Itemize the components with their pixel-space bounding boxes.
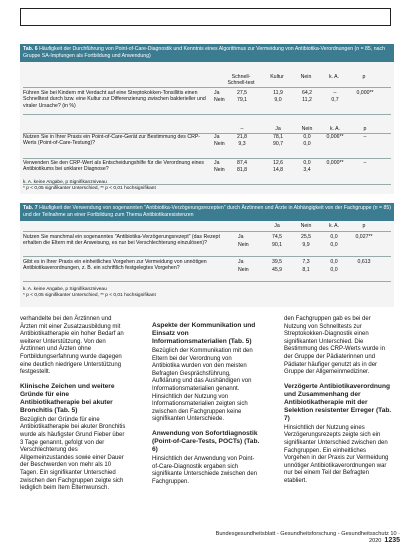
table-6-footnote: * p < 0,05 signifikanter Unterschied, ** p < 0,01 hochsignifikant — [23, 186, 156, 191]
table-7-row-label: Gibt es in Ihrer Praxis ein einheitliches Vorgehen zur Vermeidung von unnötigen Antibiotikaverordnungen, z. B. ein schriftlich festgelegtes Vorgehen? — [23, 259, 207, 272]
table-6-cell: 0,000** — [356, 90, 374, 96]
table-6-row-label: Verwenden Sie den CRP-Wert als Entscheidungshilfe für die Verordnung eines Antibiotikums bei unklarer Diagnose? — [23, 160, 204, 173]
table-7-cell: 25,5 — [300, 234, 312, 240]
table-6-cell: 21,8 — [236, 134, 248, 140]
table-6-cell: 78,1 — [272, 134, 284, 140]
table-6-cell: 90,7 — [272, 141, 284, 147]
body-paragraph: verhandelte bei den Ärztinnen und Ärzten mit einer Zusatzausbildung mit Antibiotikatherapie ein hoher Bedarf an weiterer Unterstützung. Von den Ärztinnen und Ärzten ohne Fortbildungserfahrung wurde dagegen eine deutlich niedrigere Unterstützung festgestellt. — [20, 316, 124, 376]
section-heading: Verzögerte Antibiotikaverordnung und Zusammenhang der Antibiotikatherapie mit der Selektion resistenter Erreger (Tab. 7) — [284, 382, 392, 422]
table-7-col-header: k. A. — [328, 223, 340, 229]
table-6-cell: 27,5 — [236, 90, 248, 96]
section-heading: Klinische Zeichen und weitere Gründe für eine Antibiotikatherapie bei akuter Bronchitis (Tab. 5) — [20, 382, 115, 414]
table-6-cell: – — [240, 126, 244, 132]
table-6-group-label: Ja — [214, 90, 220, 96]
body-paragraph: Hinsichtlich der Anwendung von Point-of-Care-Diagnostik ergaben sich signifikante Unterschiede zwischen den Fachgruppen. — [152, 455, 258, 485]
journal-reference: Bundesgesundheitsblatt - Gesundheitsforschung - Gesundheitsschutz 10 · 2020 — [215, 531, 400, 544]
page-number: 1235 — [384, 537, 400, 544]
table-6-label: Tab. 6 — [23, 46, 38, 52]
table-7-group-label: Ja — [238, 234, 244, 240]
table-7-header-rule — [23, 231, 391, 232]
table-7-cell: 74,5 — [271, 234, 283, 240]
table-7-col-header: Ja — [274, 223, 280, 229]
table-6-caption — [20, 44, 394, 62]
table-6-cell: k. A. — [329, 126, 341, 132]
table-7-cell: 0,0 — [330, 234, 338, 240]
table-7-caption — [20, 203, 394, 221]
table-7-cell: 0,0 — [330, 259, 338, 265]
section-heading: Anwendung von Sofortdiagnostik (Point-of-Care-Tests, POCTs) (Tab. 6) — [152, 429, 260, 453]
table-7-row-rule — [23, 256, 391, 257]
table-6-cell: Ja — [275, 126, 281, 132]
table-6-col-header: p — [362, 74, 366, 80]
body-paragraph: den Fachgruppen gab es bei der Nutzung von Schnelltests zur Streptokokken-Diagnostik einen signifikanten Unterschied. Die Bestimmung des CRP-Werts wurde in der Gruppe der Pädiaterinnen und Pädiater häufiger genutzt als in der Gruppe der Allgemeinmediziner. — [284, 316, 385, 376]
table-7-cell: 39,5 — [271, 259, 283, 265]
table-6-group-label: Nein — [214, 97, 225, 103]
table-6-cell: 14,8 — [272, 167, 284, 173]
table-6-row-label: Führen Sie bei Kindern mit Verdacht auf eine Streptokokken-Tonsillitis einen Schnelltest durch bzw. eine Kultur zur Differenzierung zwischen bakterieller und viraler Ursache? (in %) — [23, 90, 206, 109]
table-6-row-rule — [23, 158, 391, 159]
table-6-cell: 0,000** — [326, 160, 344, 166]
table-6-group-label: Nein — [214, 141, 225, 147]
table-7-cell: 0,0 — [330, 242, 338, 248]
table-7-group-label: Nein — [238, 242, 249, 248]
body-column-3 — [284, 316, 392, 490]
table-7-label: Tab. 7 — [23, 205, 38, 211]
table-6-cell: 64,2 — [301, 90, 313, 96]
table-6-cell: 0,0 — [303, 134, 311, 140]
table-6-cell: 9,0 — [274, 97, 282, 103]
table-7-cell: 0,027** — [355, 234, 373, 240]
section-heading: Aspekte der Kommunikation und Einsatz von Informationsmaterialien (Tab. 5) — [152, 322, 256, 345]
table-6-cell: 12,6 — [272, 160, 284, 166]
table-7-row-rule — [23, 281, 391, 282]
table-6-row-label: Nutzen Sie in Ihrer Praxis ein Point-of-Care-Gerät zur Bestimmung des CRP-Werts (Point-of-Care-Testung)? — [23, 134, 201, 147]
table-7-cell: 0,0 — [330, 267, 338, 273]
table-6-cell: 0,0 — [303, 160, 311, 166]
table-7-col-header: Nein — [300, 223, 312, 229]
table-6-footnote: k. A. keine Angabe, p Signifikanzniveau — [23, 180, 107, 185]
table-6-group-label: Nein — [214, 167, 225, 173]
table-6-col-header: Schnell- Schnell-test — [227, 74, 255, 87]
table-7-caption-text: Häufigkeit der Verwendung von sogenannten "Antibiotika-Verzögerungsrezepten" durch Ärztinnen und Ärzte in Abhängigkeit von der Fachgruppe (n = 85) und der Teilnahme an einer Fortbildung zum Thema Antibiotikaresistenzen — [23, 205, 391, 218]
table-6-cell: 11,2 — [302, 97, 312, 103]
table-6-group-label: Ja — [214, 160, 220, 166]
page-footer — [200, 531, 400, 544]
table-6-cell: – — [363, 160, 367, 166]
table-7-cell: 45,9 — [271, 267, 283, 273]
table-6-row-rule — [23, 114, 391, 115]
table-7-cell: 9,9 — [302, 242, 310, 248]
table-6-col-header: Kultur — [270, 74, 284, 80]
table-6-cell: 0,006** — [326, 134, 344, 140]
table-7-group-label: Nein — [238, 267, 249, 273]
table-7-group-label: Ja — [238, 259, 244, 265]
table-6 — [20, 44, 394, 194]
table-7-cell: 8,1 — [302, 267, 310, 273]
table-6-cell: 87,4 — [236, 160, 248, 166]
table-6-cell: p — [363, 126, 367, 132]
body-column-1 — [20, 316, 128, 497]
table-6-col-header: k. A. — [328, 74, 340, 80]
table-7-col-header: p — [362, 223, 366, 229]
table-6-cell: 0,0 — [303, 141, 311, 147]
table-6-header-rule — [23, 87, 391, 88]
table-7-cell: 0,613 — [357, 259, 371, 265]
table-6-cell: 81,8 — [236, 167, 248, 173]
table-6-cell: 11,9 — [273, 90, 283, 96]
top-bar — [20, 8, 391, 26]
table-7-cell: 90,1 — [271, 242, 283, 248]
table-7-footnote: k. A. keine Angabe, p Signifikanzniveau — [23, 287, 107, 292]
table-7-cell: 7,3 — [302, 259, 310, 265]
table-6-cell: 3,4 — [303, 167, 311, 173]
body-paragraph: Bezüglich der Kommunikation mit den Eltern bei der Verordnung von Antibiotika wurden von den meisten Befragten Gesprächsführung, Aufklärung und das Aushändigen von Informationsmaterialien genannt. Hinsichtlich der Nutzung von Informationsmaterialien zeigten sich zwischen den Fachgruppen keine signifikanten Unterschiede. — [152, 348, 253, 423]
table-7-row-label: Nutzen Sie manchmal ein sogenanntes "Antibiotika-Verzögerungsrezept" (das Rezept erhalten die Eltern mit der Anweisung, es nur bei Verschlechterung einzulösen)? — [23, 234, 220, 247]
table-6-col-header: Nein — [300, 74, 312, 80]
table-6-cell: 0,7 — [331, 97, 339, 103]
body-column-2 — [152, 316, 260, 490]
table-6-cell: Nein — [301, 126, 313, 132]
table-6-cell: – — [363, 134, 367, 140]
table-6-caption-text: Häufigkeit der Durchführung von Point-of-Care-Diagnostik und Kenntnis eines Algorithmus zur Vermeidung von Antibiotika-Verordnungen (n = 85, nach Gruppe SA-Impfungen als Fortbildung und Anwendung) — [23, 46, 385, 59]
body-paragraph: Bezüglich der Gründe für eine Antibiotikatherapie bei akuter Bronchitis wurde als häufigster Grund Fieber über 3 Tage genannt, gefolgt von der Verschlechterung des Allgemeinzustandes sowie einer Dauer der Beschwerden von mehr als 10 Tagen. Ein signifikanter Unterschied zwischen den Fachgruppen zeigte sich lediglich beim Item Elternwunsch. — [20, 416, 126, 492]
table-7 — [20, 203, 394, 307]
table-6-cell: 79,1 — [236, 97, 248, 103]
table-6-cell: – — [333, 90, 337, 96]
body-paragraph: Hinsichtlich der Nutzung eines Verzögerungsrezepts zeigte sich ein signifikanter Unterschied zwischen den Fachgruppen. Ein einheitliches Vorgehen in der Praxis zur Vermeidung unnötiger Antibiotikaverordnungen war nur bei einem Teil der Befragten etabliert. — [284, 424, 389, 484]
table-6-cell: 9,3 — [238, 141, 246, 147]
table-6-group-label: Ja — [214, 134, 220, 140]
table-7-footnote: * p < 0,05 signifikanter Unterschied, ** p < 0,01 hochsignifikant — [23, 293, 156, 298]
